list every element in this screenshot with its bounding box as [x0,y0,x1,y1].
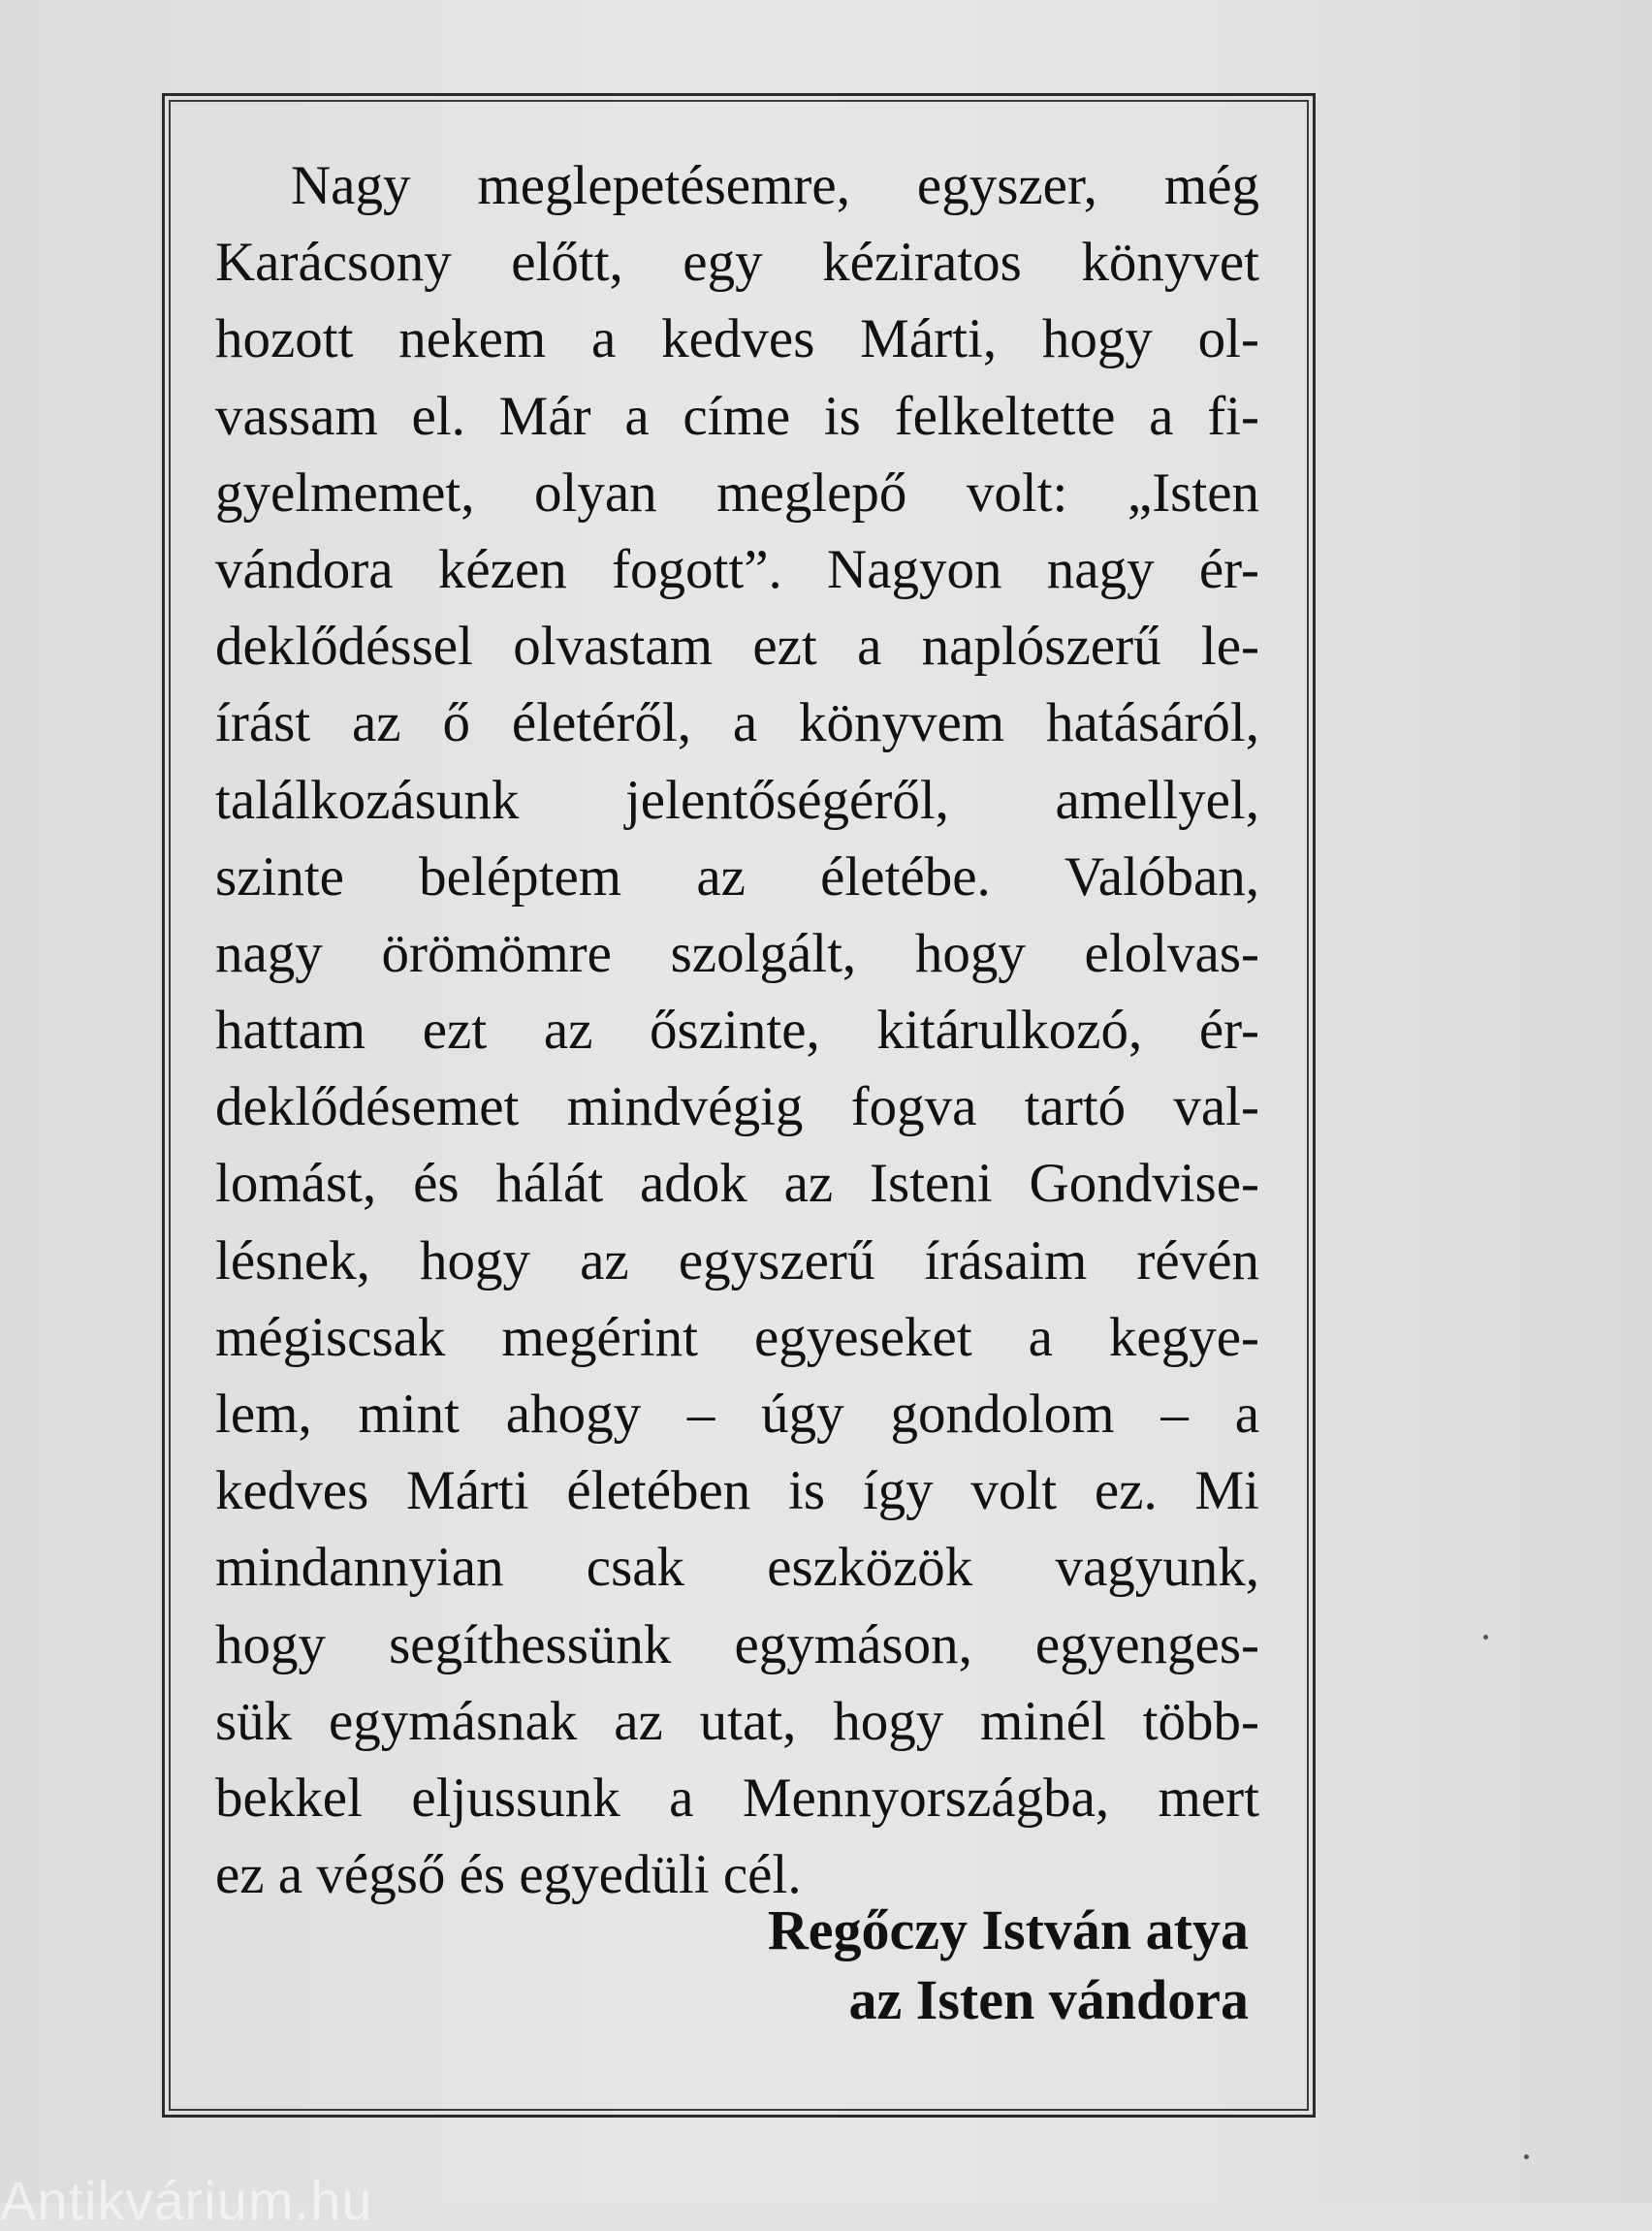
text-line: kedves Márti életében is így volt ez. Mi [215,1460,1259,1522]
text-line: szinte beléptem az életébe. Valóban, [215,845,1259,908]
paragraph-lines [215,147,1259,1913]
paragraph [215,147,1259,1913]
text-line: írást az ő életéről, a könyvem hatásáról, [215,692,1259,754]
signature-name: Regőczy István atya [767,1898,1249,1961]
dust-speck [1524,2154,1529,2159]
text-line: nagy örömömre szolgált, hogy elolvas- [215,922,1259,984]
text-line: hogy segíthessünk egymáson, egyenges- [215,1613,1259,1675]
watermark: Antikvárium.hu [0,2170,373,2231]
text-line: deklődéssel olvastam ezt a naplószerű le- [215,616,1259,678]
text-line: lem, mint ahogy – úgy gondolom – a [215,1384,1259,1445]
text-line: sük egymásnak az utat, hogy minél több- [215,1690,1259,1752]
text-line: lomást, és hálát adok az Isteni Gondvise- [215,1153,1259,1215]
text-line: hattam ezt az őszinte, kitárulkozó, ér- [215,1000,1259,1062]
text-line: mindannyian csak eszközök vagyunk, [215,1537,1259,1599]
text-line: Nagy meglepetésemre, egyszer, még [291,155,1259,216]
text-line: lésnek, hogy az egyszerű írásaim révén [215,1229,1259,1291]
dust-speck [1483,1635,1488,1640]
text-line: vándora kézen fogott”. Nagyon nagy ér- [215,538,1259,600]
text-line: deklődésemet mindvégig fogva tartó val- [215,1076,1259,1138]
signature-subtitle: az Isten vándora [848,1968,1249,2031]
text-line: bekkel eljussunk a Mennyországba, mert [215,1767,1259,1829]
text-line: Karácsony előtt, egy kéziratos könyvet [215,232,1259,294]
text-line: hozott nekem a kedves Márti, hogy ol- [215,308,1259,370]
text-line: gyelmemet, olyan meglepő volt: „Isten [215,462,1259,524]
text-line: vassam el. Már a címe is felkeltette a fi- [215,385,1259,447]
text-line: találkozásunk jelentőségéről, amellyel, [215,769,1259,831]
text-line: ez a végső és egyedüli cél. [215,1844,802,1906]
text-line: mégiscsak megérint egyeseket a kegye- [215,1306,1259,1368]
